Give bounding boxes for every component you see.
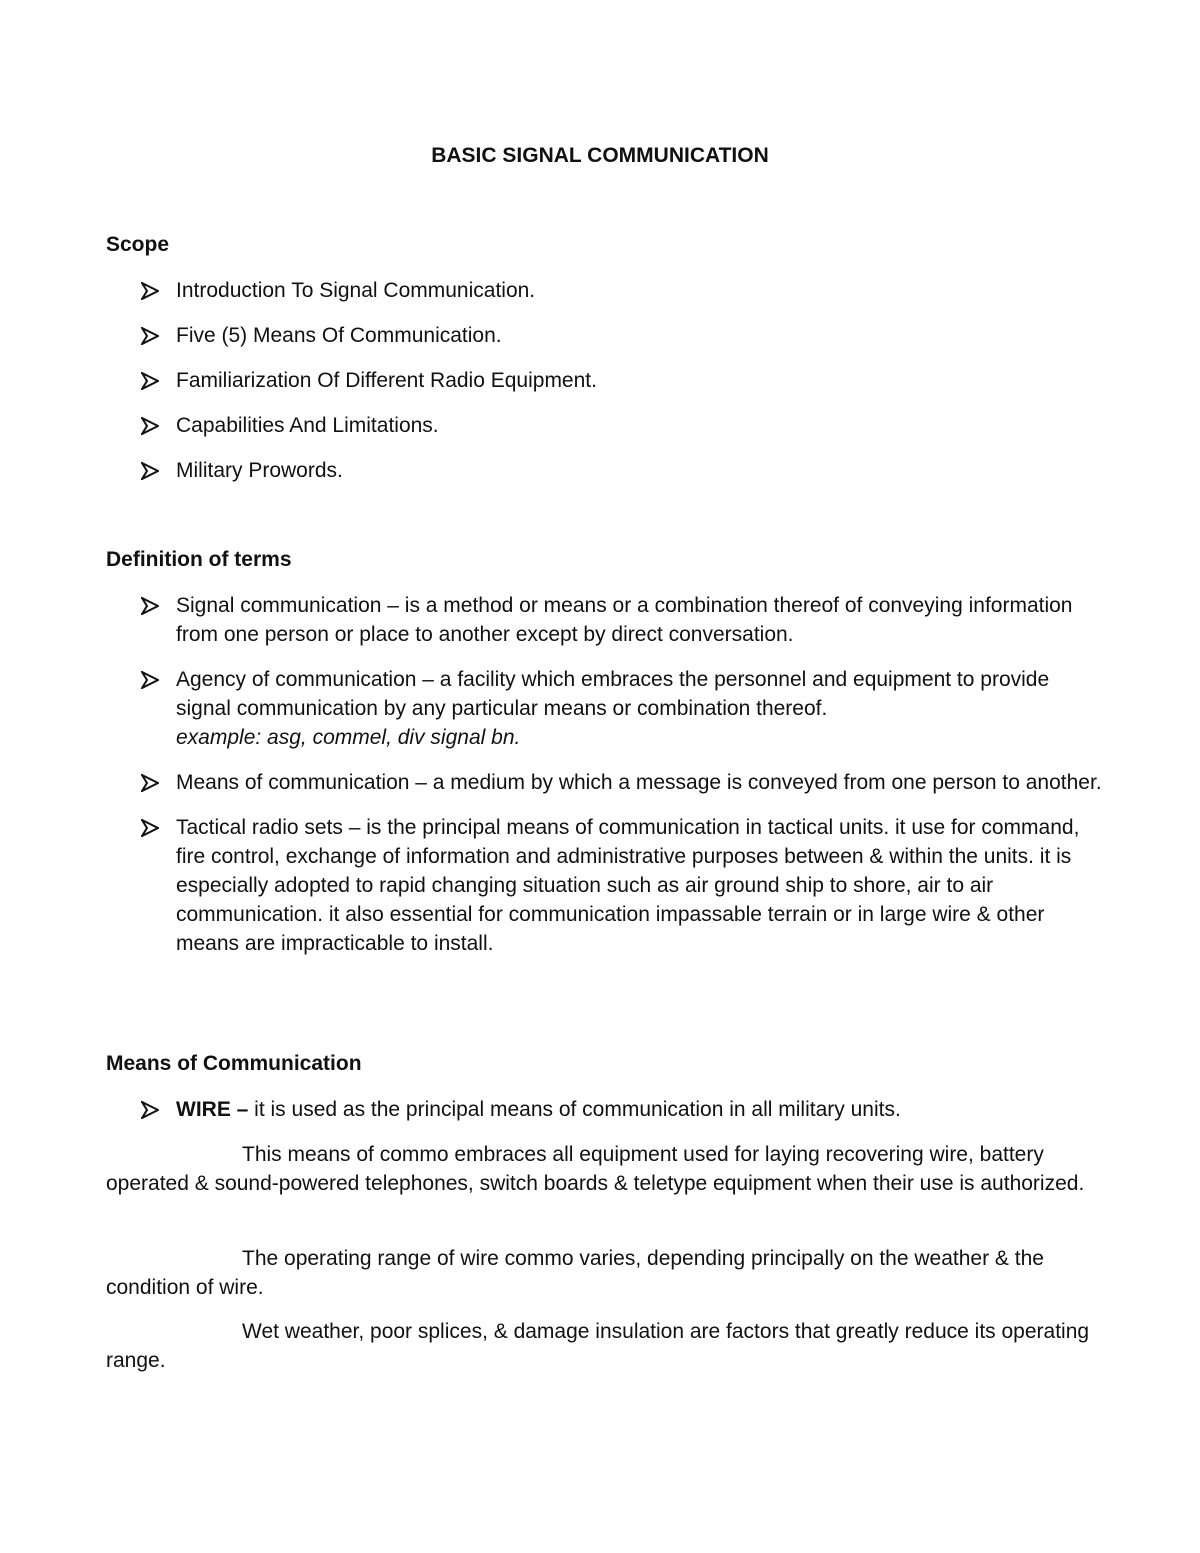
list-item: [106, 768, 1106, 797]
paragraph: Wet weather, poor splices, & damage insulation are factors that greatly reduce its operating range.: [106, 1320, 1090, 1372]
list-item: [106, 321, 1106, 350]
definition-text: Tactical radio sets – is the principal means of communication in tactical units. it use for command, fire control, exchange of information and administrative purposes between & within the units. it is especially adopted to rapid changing situation such as air ground ship to shore, air to air communication. it also essential for communication impassable terrain or in large wire & other means are impracticable to install.: [176, 816, 1080, 955]
arrow-bullet-icon: [141, 774, 159, 792]
arrow-bullet-icon: [141, 462, 159, 480]
list-item: [106, 591, 1106, 649]
list-item: [106, 665, 1106, 752]
arrow-bullet-icon: [141, 671, 159, 689]
scope-item-text: Introduction To Signal Communication.: [176, 279, 536, 302]
arrow-bullet-icon: [141, 597, 159, 615]
paragraph: This means of commo embraces all equipment used for laying recovering wire, battery operated & sound-powered telephones, switch boards & teletype equipment when their use is authorized.: [106, 1143, 1085, 1195]
paragraph: The operating range of wire commo varies, depending principally on the weather & the condition of wire.: [106, 1247, 1044, 1299]
wire-description: it is used as the principal means of communication in all military units.: [248, 1098, 901, 1121]
definitions-list: [106, 591, 1106, 974]
means-list: [106, 1095, 1106, 1124]
scope-heading: Scope: [106, 233, 170, 256]
arrow-bullet-icon: [141, 819, 159, 837]
definitions-heading: Definition of terms: [106, 548, 292, 571]
arrow-bullet-icon: [141, 1101, 159, 1119]
arrow-bullet-icon: [141, 417, 159, 435]
list-item: [106, 276, 1106, 305]
definition-example: example: asg, commel, div signal bn.: [176, 726, 521, 749]
definition-text: Signal communication – is a method or means or a combination thereof of conveying information from one person or place to another except by direct conversation.: [176, 594, 1073, 646]
arrow-bullet-icon: [141, 372, 159, 390]
list-item: [106, 366, 1106, 395]
scope-item-text: Familiarization Of Different Radio Equipment.: [176, 369, 597, 392]
means-heading: Means of Communication: [106, 1052, 362, 1075]
scope-list: [106, 276, 1106, 501]
scope-item-text: Capabilities And Limitations.: [176, 414, 439, 437]
wire-term: WIRE –: [176, 1098, 249, 1121]
scope-item-text: Five (5) Means Of Communication.: [176, 324, 502, 347]
document-title: BASIC SIGNAL COMMUNICATION: [431, 144, 769, 167]
list-item: [106, 813, 1106, 958]
arrow-bullet-icon: [141, 282, 159, 300]
arrow-bullet-icon: [141, 327, 159, 345]
list-item: [106, 456, 1106, 485]
scope-item-text: Military Prowords.: [176, 459, 343, 482]
list-item: [106, 1095, 1106, 1124]
definition-text: Agency of communication – a facility which embraces the personnel and equipment to provide signal communication by any particular means or combination thereof.: [176, 668, 1050, 720]
definition-text: Means of communication – a medium by which a message is conveyed from one person to another.: [176, 771, 1102, 794]
list-item: [106, 411, 1106, 440]
